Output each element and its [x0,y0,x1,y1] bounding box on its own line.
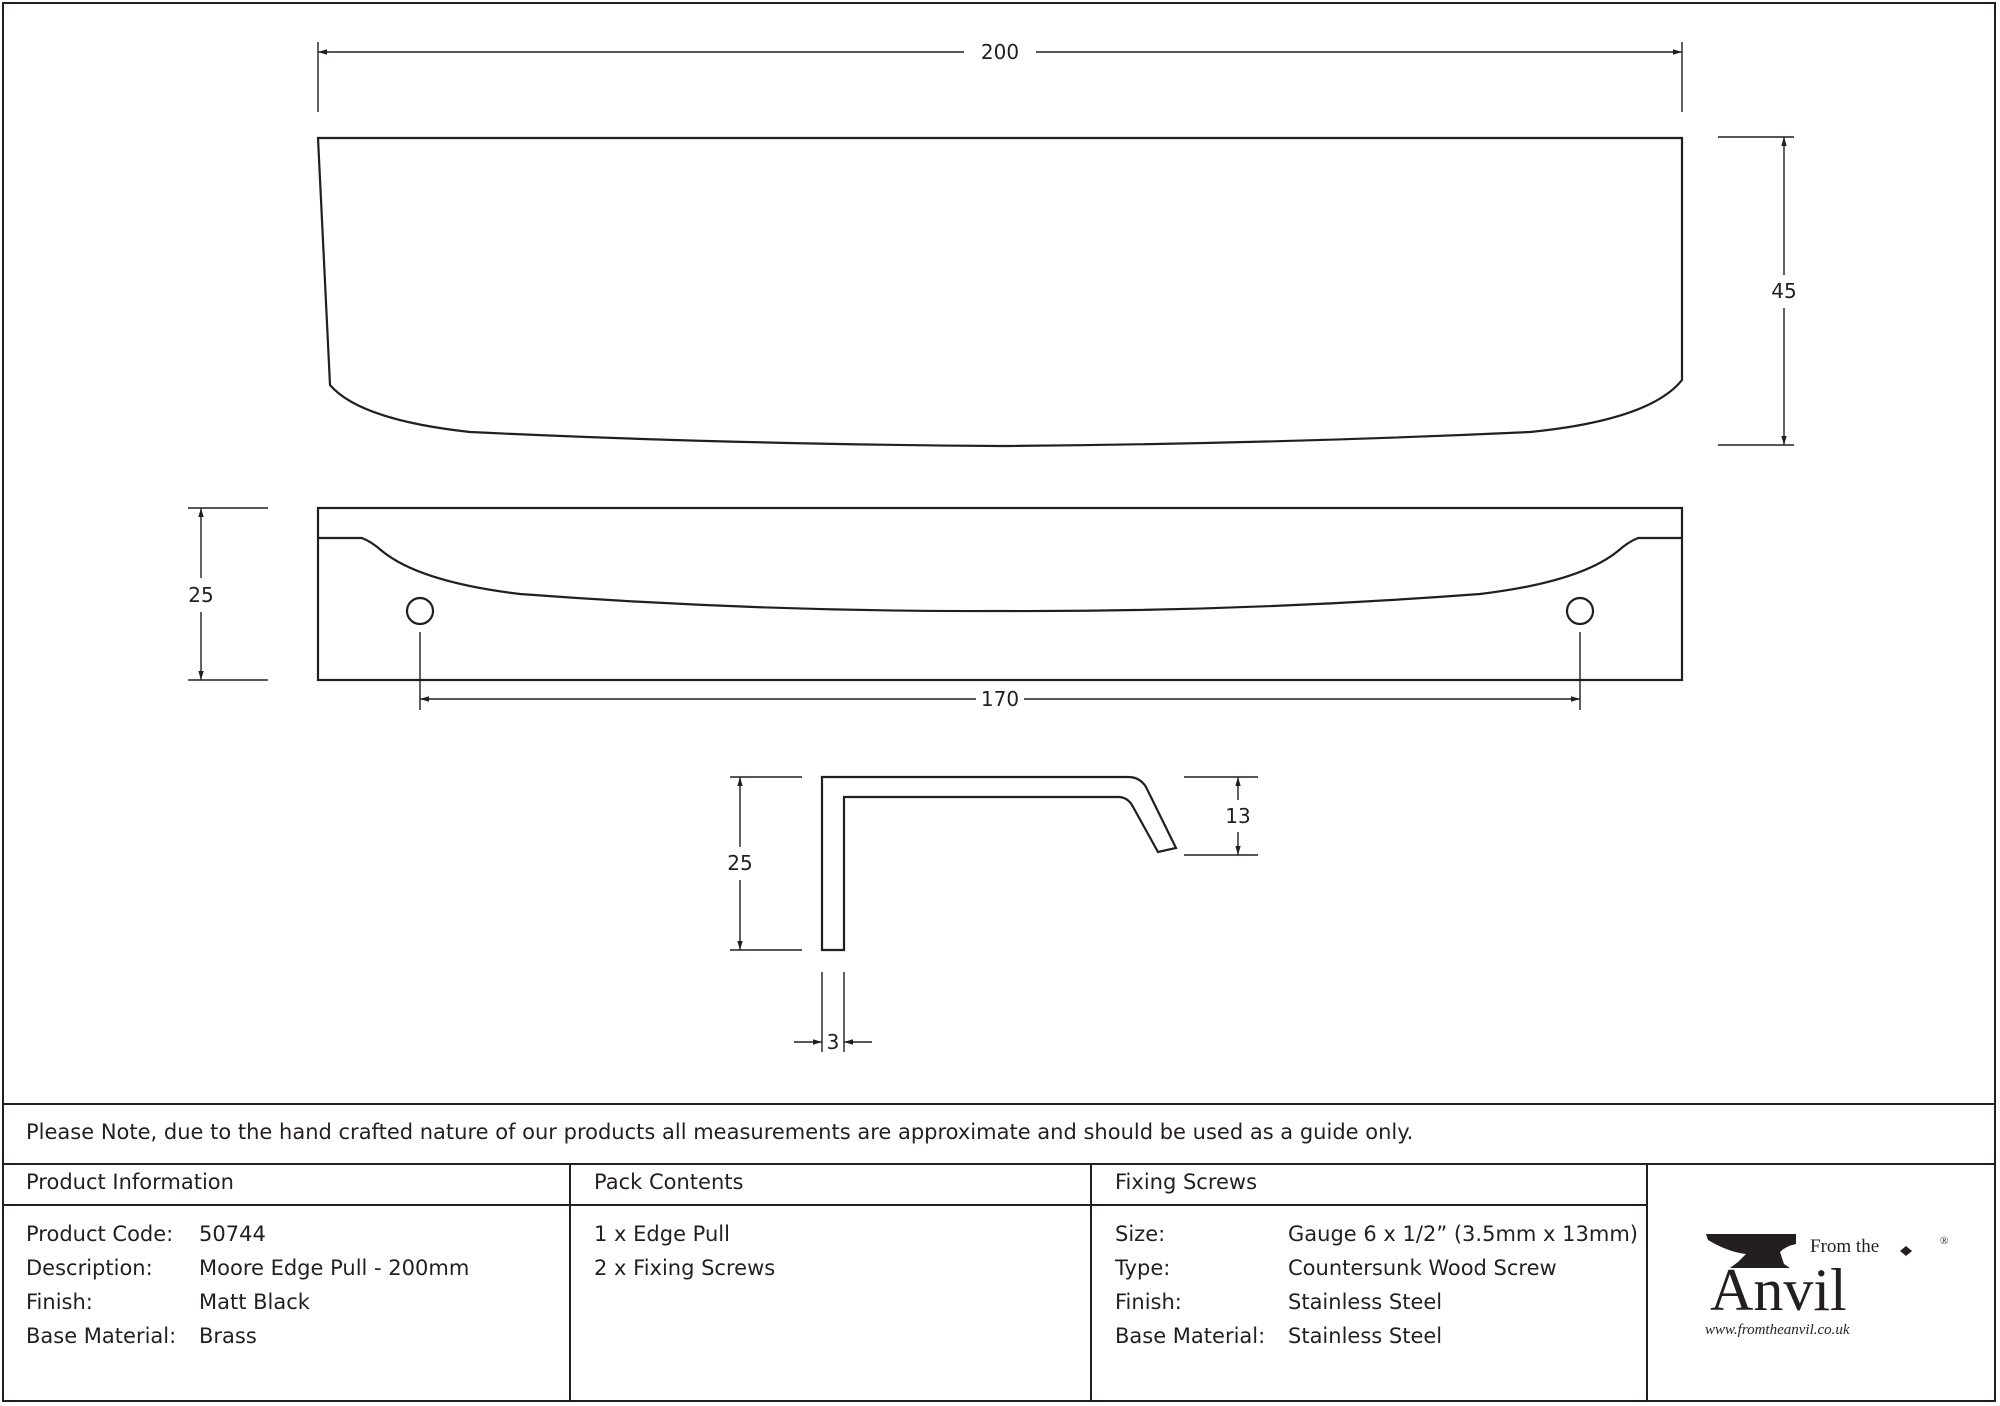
pack-contents-header: Pack Contents [594,1170,744,1194]
info-top-rule [2,1163,1996,1165]
dim-profile-lip: 13 [1225,804,1251,828]
product-info-label: Base Material: [26,1324,177,1348]
info-divider-2 [1090,1163,1092,1402]
fixing-screws-value: Stainless Steel [1288,1324,1443,1348]
fixing-screws-value: Stainless Steel [1288,1290,1443,1314]
product-info-value: Matt Black [199,1290,310,1314]
pack-contents-item: 2 x Fixing Screws [594,1256,776,1280]
product-info-label: Finish: [26,1290,93,1314]
pack-contents-item: 1 x Edge Pull [594,1222,730,1246]
product-info-value: Moore Edge Pull - 200mm [199,1256,470,1280]
logo-url: www.fromtheanvil.co.uk [1705,1322,1850,1338]
fixing-screws-value: Countersunk Wood Screw [1288,1256,1557,1280]
logo-big-text: Anvil [1710,1257,1847,1323]
product-info-value: 50744 [199,1222,266,1246]
fixing-hole-left [407,598,433,624]
diamond-icon [1900,1246,1912,1256]
top-view-outline [318,138,1682,446]
fixing-screws-label: Finish: [1115,1290,1182,1314]
info-divider-1 [569,1163,571,1402]
fixing-screws-label: Type: [1115,1256,1171,1280]
logo-small-text: From the [1810,1236,1880,1257]
front-view-recess [318,538,1682,611]
from-the-anvil-logo [1700,1226,1955,1346]
side-profile-outline [822,777,1176,950]
product-info-label: Description: [26,1256,153,1280]
logo-registered: ® [1940,1235,1949,1247]
dim-top-length: 200 [980,40,1020,64]
info-divider-3 [1646,1163,1648,1402]
fixing-hole-right [1567,598,1593,624]
product-info-value: Brass [199,1324,257,1348]
product-info-label: Product Code: [26,1222,174,1246]
note-top-rule [2,1103,1996,1105]
product-info-header: Product Information [26,1170,234,1194]
fixing-screws-value: Gauge 6 x 1/2” (3.5mm x 13mm) [1288,1222,1638,1246]
dim-top-height: 45 [1771,279,1797,303]
dim-front-height: 25 [188,583,214,607]
fixing-screws-label: Size: [1115,1222,1166,1246]
dim-hole-centres: 170 [980,687,1020,711]
dim-profile-thickness: 3 [826,1030,840,1054]
fixing-screws-label: Base Material: [1115,1324,1266,1348]
fixing-screws-header: Fixing Screws [1115,1170,1258,1194]
info-header-rule [2,1204,1648,1206]
dim-profile-height: 25 [727,851,753,875]
measurement-note: Please Note, due to the hand crafted nature of our products all measurements are approximate and should be used as a guide only. [26,1120,1414,1144]
